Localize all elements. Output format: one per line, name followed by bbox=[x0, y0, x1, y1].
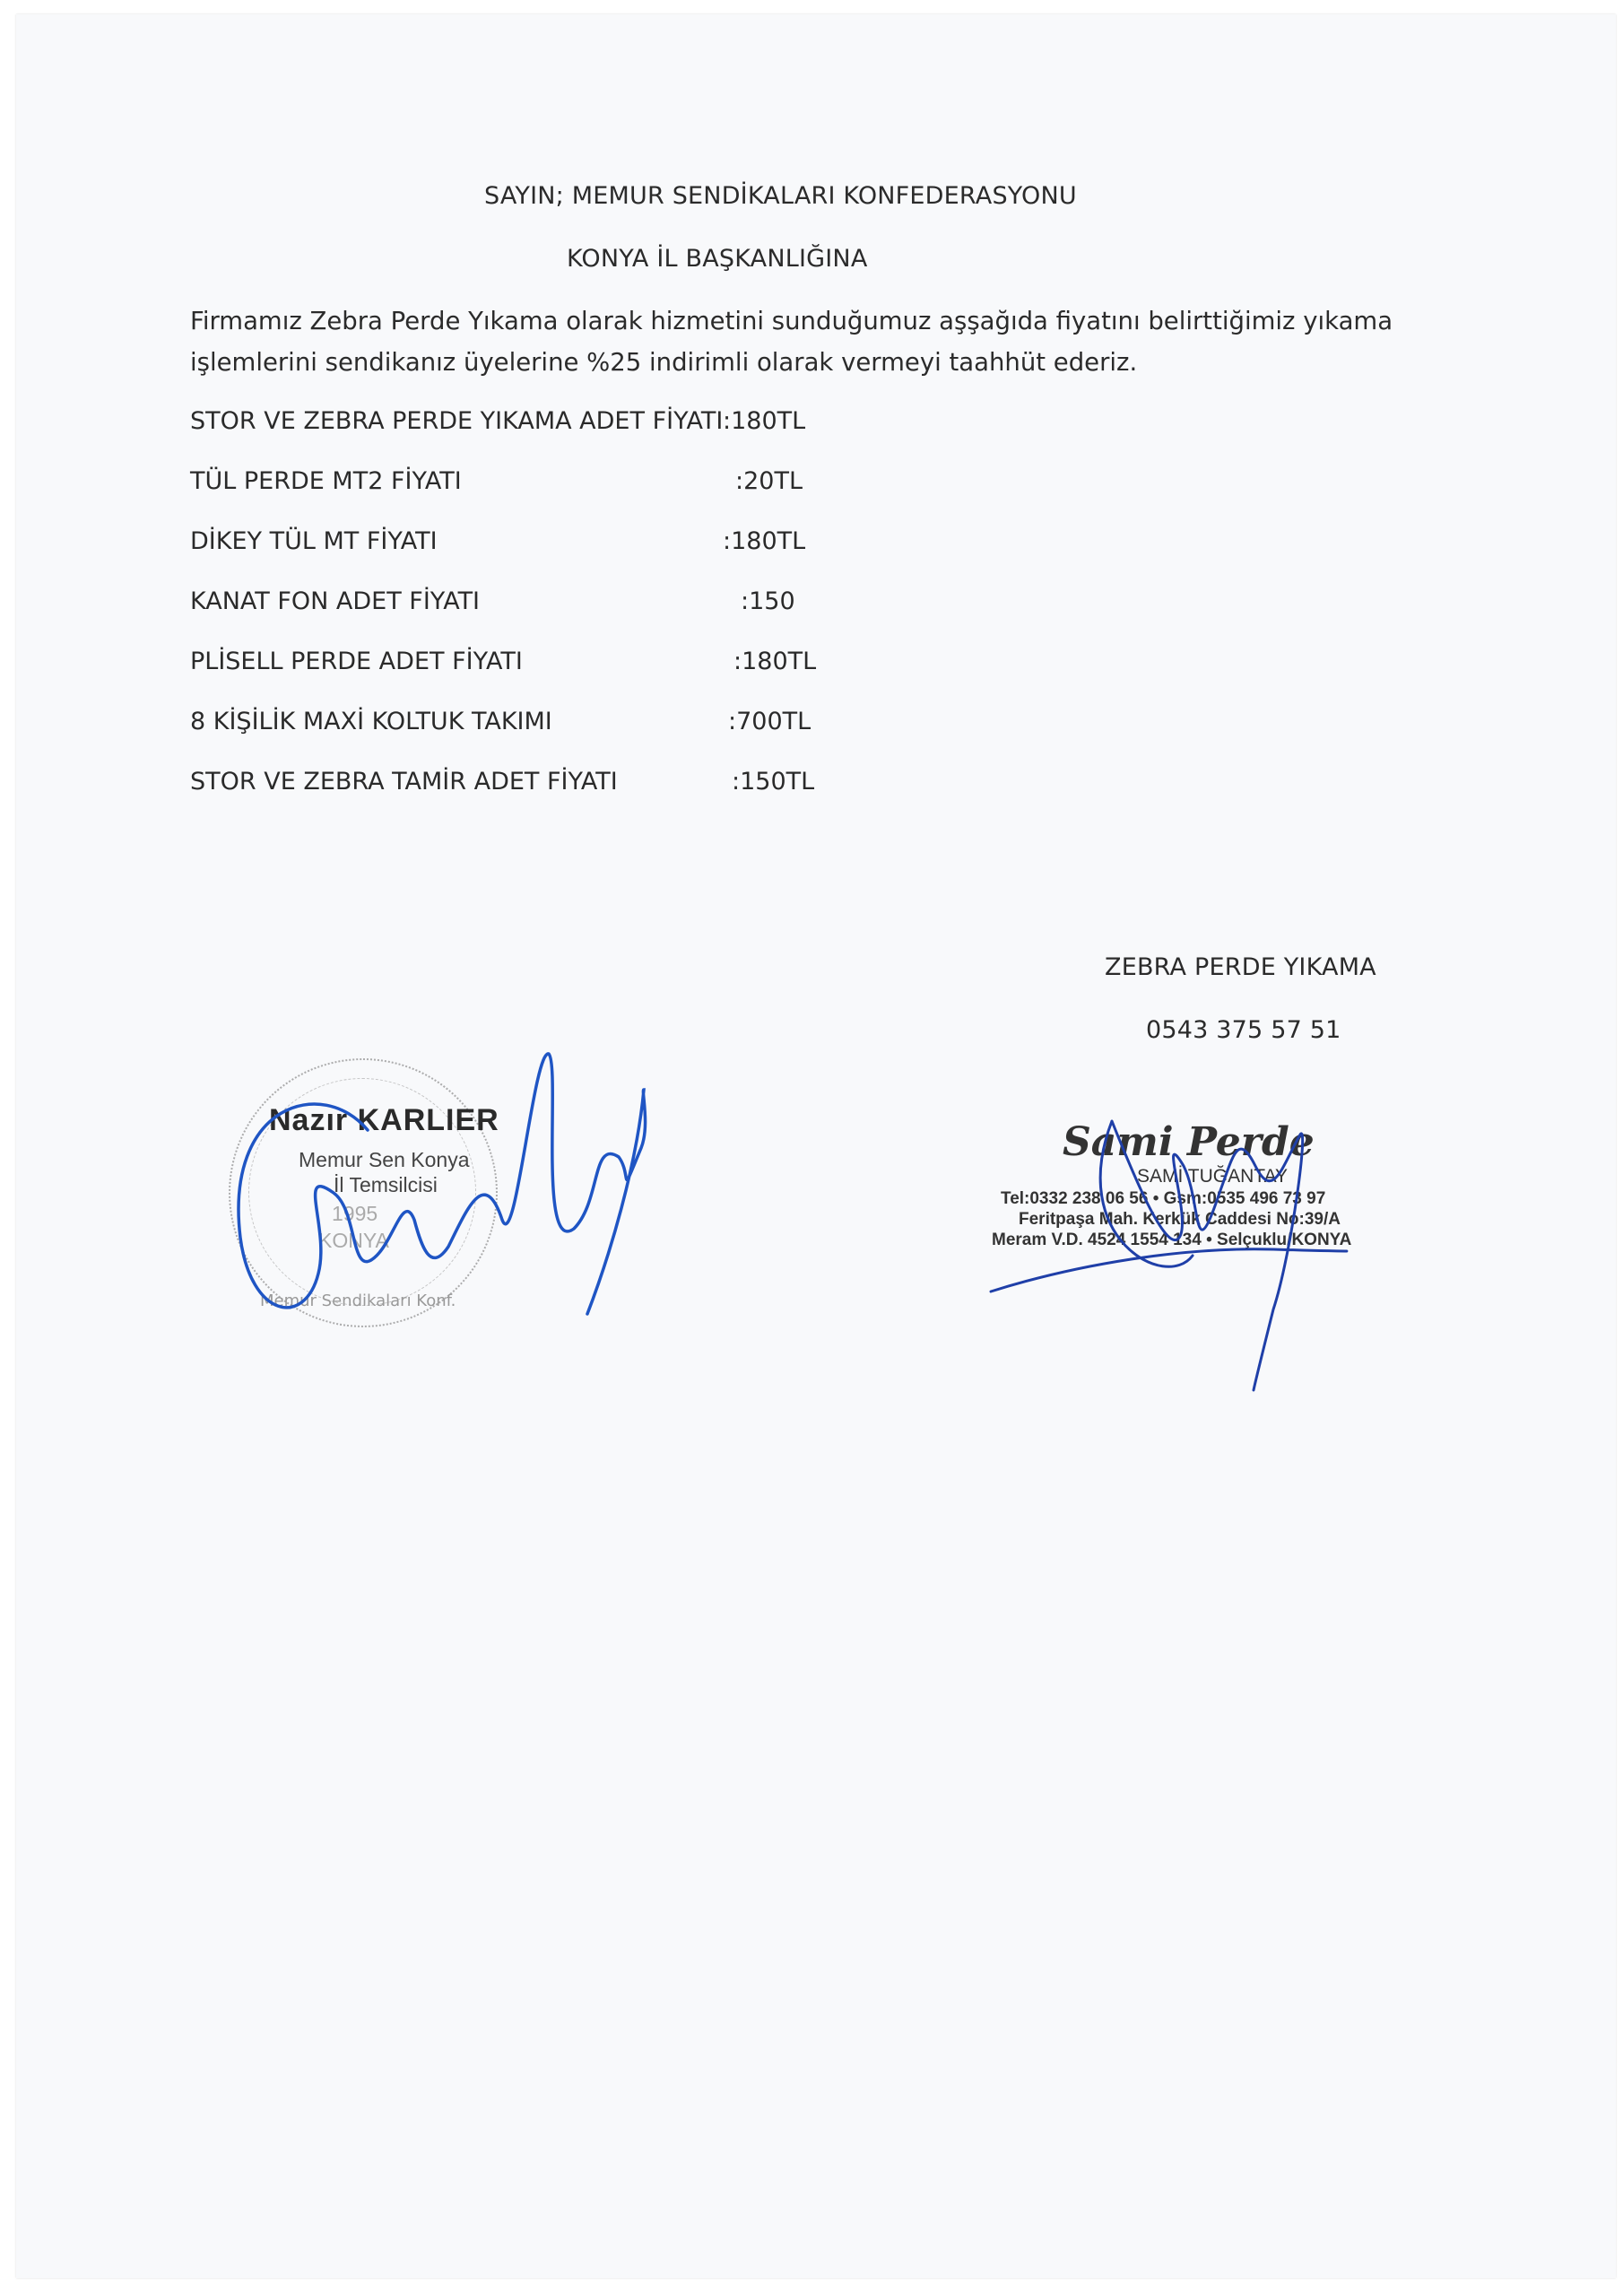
price-item-value: :180TL bbox=[733, 648, 817, 675]
company-phone: 0543 375 57 51 bbox=[1146, 1016, 1341, 1044]
stamp-org: Memur Sen Konya bbox=[299, 1148, 470, 1171]
price-item-label: TÜL PERDE MT2 FİYATI bbox=[190, 467, 462, 495]
stamp-contact: Tel:0332 238 06 56 • Gsm:0535 496 73 97 bbox=[1001, 1189, 1326, 1208]
stamp-city: KONYA bbox=[318, 1229, 389, 1252]
price-item-label: 8 KİŞİLİK MAXİ KOLTUK TAKIMI bbox=[190, 708, 552, 735]
price-item-value: :150 bbox=[741, 587, 795, 615]
price-item-label: KANAT FON ADET FİYATI bbox=[190, 587, 481, 615]
body-paragraph-line-1: Firmamız Zebra Perde Yıkama olarak hizmetini sunduğumuz aşşağıda fiyatını belirttiğimiz yıkama bbox=[190, 307, 1393, 335]
stamp-ring-text: Memur Sendikaları Konf. bbox=[260, 1292, 456, 1310]
company-name: ZEBRA PERDE YIKAMA bbox=[1105, 953, 1376, 981]
price-item-value: :150TL bbox=[732, 768, 815, 796]
stamp-brand: Sami Perde bbox=[1063, 1119, 1315, 1165]
price-item-label: PLİSELL PERDE ADET FİYATI bbox=[190, 648, 523, 675]
stamp-name: Nazır KARLIER bbox=[269, 1103, 499, 1137]
stamp-address: Feritpaşa Mah. Kerkük Caddesi No:39/A bbox=[1019, 1210, 1341, 1229]
stamp-year: 1995 bbox=[332, 1202, 378, 1225]
price-item-value: :180TL bbox=[723, 527, 806, 555]
stamp-title: İl Temsilcisi bbox=[334, 1173, 438, 1196]
price-item-label: STOR VE ZEBRA TAMİR ADET FİYATI bbox=[190, 768, 618, 796]
stamp-owner: SAMİ TUĞANTAY bbox=[1137, 1166, 1289, 1187]
stamp-tax-info: Meram V.D. 4524 1554 134 • Selçuklu/KONYA bbox=[992, 1231, 1352, 1249]
body-paragraph-line-2: işlemlerini sendikanız üyelerine %25 indirimli olarak vermeyi taahhüt ederiz. bbox=[190, 348, 1138, 377]
price-item-value: :700TL bbox=[728, 708, 812, 735]
price-item-value: :180TL bbox=[723, 407, 806, 435]
price-item-label: STOR VE ZEBRA PERDE YIKAMA ADET FİYATI bbox=[190, 407, 724, 435]
price-item-label: DİKEY TÜL MT FİYATI bbox=[190, 527, 438, 555]
price-item-value: :20TL bbox=[735, 467, 803, 495]
salutation-line: SAYIN; MEMUR SENDİKALARI KONFEDERASYONU bbox=[484, 182, 1077, 210]
recipient-line: KONYA İL BAŞKANLIĞINA bbox=[567, 245, 868, 273]
